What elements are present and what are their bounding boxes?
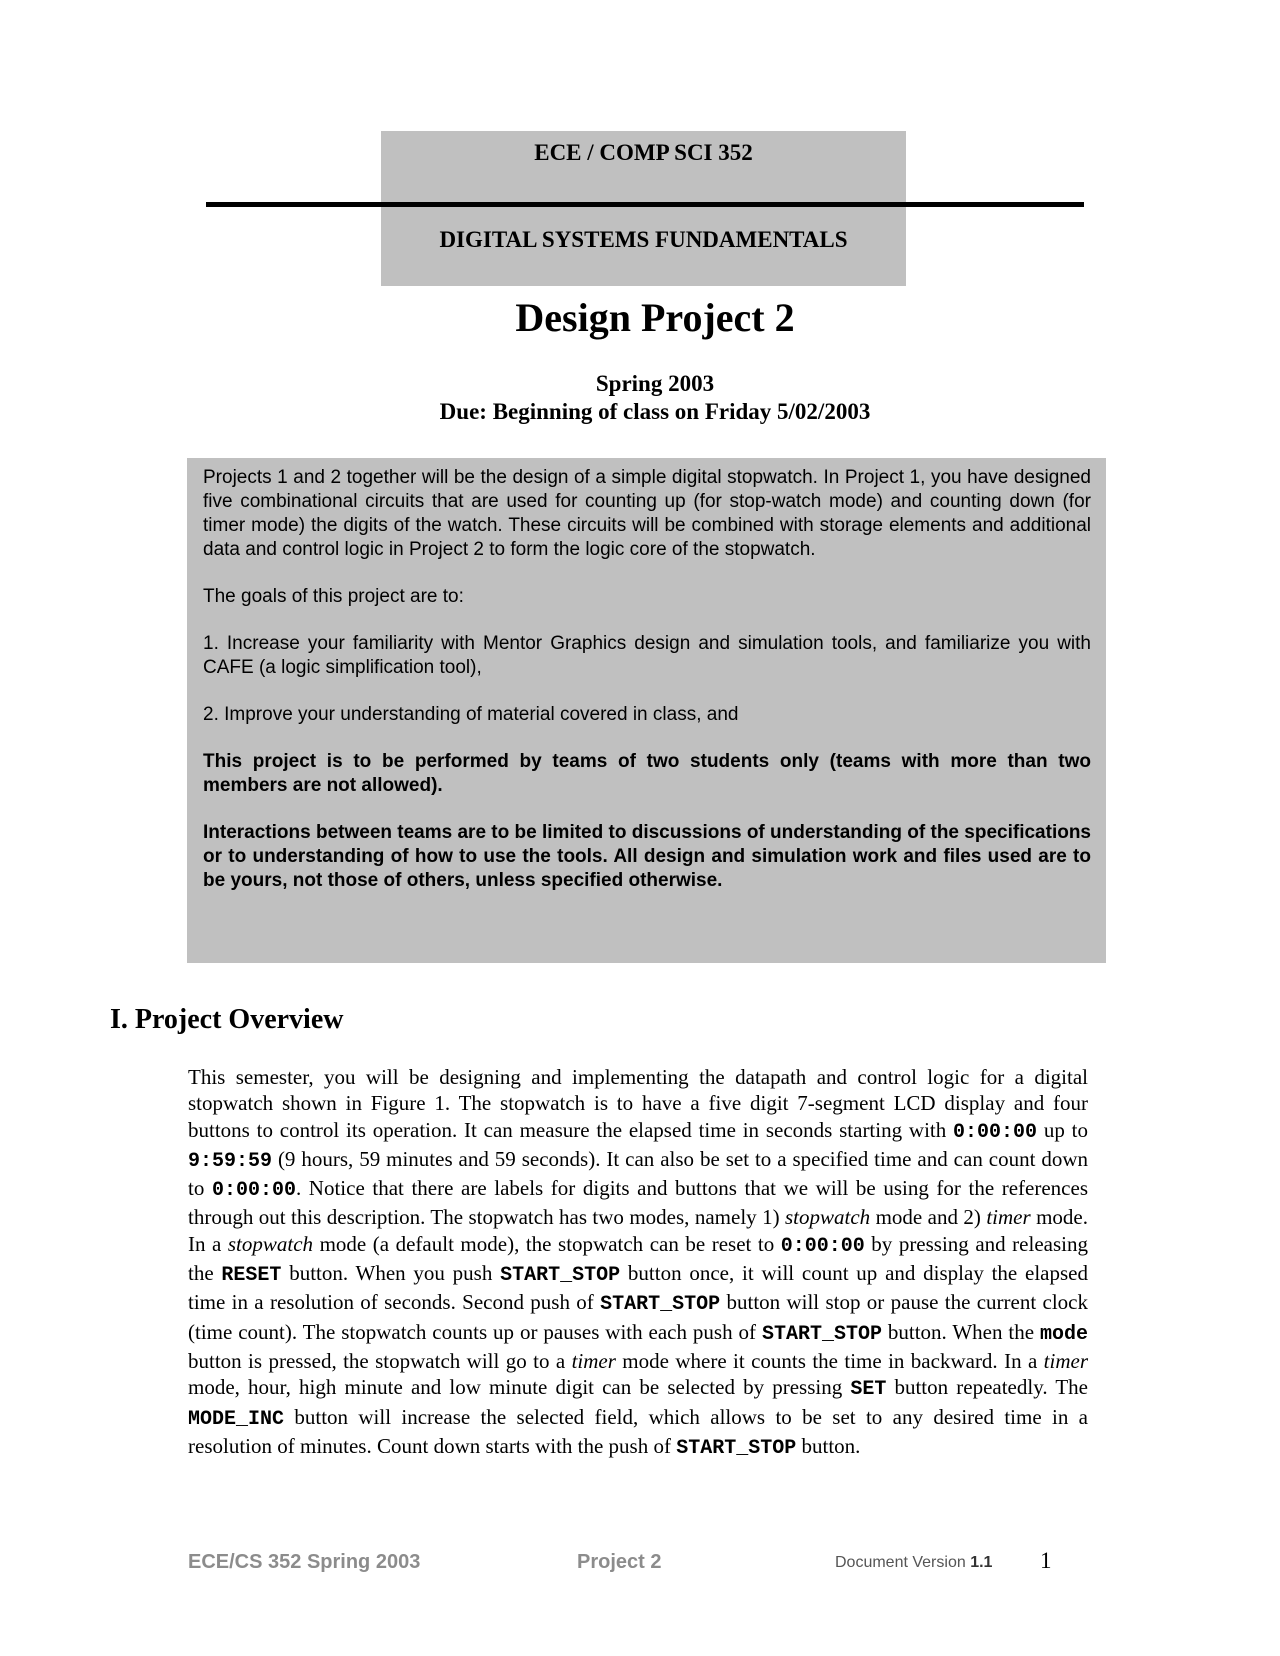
code-time: 0:00:00	[780, 1234, 865, 1258]
mode-term: timer	[1043, 1348, 1088, 1373]
code-button: START_STOP	[500, 1264, 621, 1288]
intro-paragraph: Projects 1 and 2 together will be the design of a simple digital stopwatch. In Project 1, you have designed five combinational circuits that are used for counting up (for stop-watch mode) and counting down (for timer mode) the digits of the watch. These circuits will be combined with storage elements and additional data and control logic in Project 2 to form the logic core of the stopwatch.	[203, 467, 1091, 560]
doc-version-label: Document Version	[835, 1554, 971, 1571]
text-run: button will stop or pause the current clock (time count). The stopwatch counts up or pauses with each push of	[188, 1290, 1089, 1344]
code-time: 0:00:00	[211, 1179, 296, 1203]
text-run: . Notice that there are labels for digits and buttons that we will be using for the references through out this description. The stopwatch has two modes, namely 1)	[188, 1176, 1088, 1230]
semester: Spring 2003	[595, 371, 715, 396]
text-run: by pressing and releasing the	[188, 1231, 1088, 1286]
text-run: mode and 2)	[870, 1205, 987, 1230]
text-run: This semester, you will be designing and implementing the datapath and control logic for a digital stopwatch shown in Figure 1. The stopwatch is to have a five digit 7-segment LCD display and four buttons to control its operation. It can measure the elapsed time in seconds starting with	[188, 1065, 1088, 1142]
text-run: button once, it will count up and display the elapsed time in a resolution of seconds. Second push of	[188, 1261, 1088, 1315]
doc-version-number: 1.1	[970, 1554, 993, 1571]
code-button: START_STOP	[600, 1293, 721, 1317]
due-date: Due: Beginning of class on Friday 5/02/2003	[439, 399, 871, 424]
code-button: mode	[1039, 1322, 1088, 1346]
overview-paragraph	[188, 1064, 1088, 1462]
text-run: button will increase the selected field, which allows to be set to any desired time in a resolution of minutes. Count down starts with the push of	[188, 1404, 1088, 1458]
text-run: button.	[796, 1433, 861, 1458]
code-time: 9:59:59	[188, 1149, 273, 1173]
text-run: button. When you push	[281, 1261, 501, 1286]
teams-notice: This project is to be performed by teams of two students only (teams with more than two members are not allowed).	[203, 751, 1091, 796]
text-run: button. When the	[881, 1319, 1040, 1344]
text-run: mode. In a	[188, 1205, 1088, 1256]
goal-1: 1. Increase your familiarity with Mentor Graphics design and simulation tools, and familiarize you with CAFE (a logic simplification tool),	[203, 633, 1091, 678]
course-title: ECE / COMP SCI 352	[534, 140, 753, 165]
code-time: 0:00:00	[953, 1120, 1038, 1144]
text-run: button is pressed, the stopwatch will go to a	[188, 1348, 572, 1373]
header-divider	[206, 202, 1084, 207]
goals-lead: The goals of this project are to:	[203, 586, 464, 607]
text-run: mode where it counts the time in backward. In a	[615, 1348, 1044, 1373]
footer-course: ECE/CS 352 Spring 2003	[188, 1551, 421, 1573]
code-button: START_STOP	[676, 1436, 797, 1460]
mode-term: timer	[571, 1348, 616, 1373]
goal-2: 2. Improve your understanding of material covered in class, and	[203, 704, 739, 725]
text-run: (9 hours, 59 minutes and 59 seconds). It can also be set to a specified time and can count down to	[188, 1146, 1088, 1201]
code-button: RESET	[221, 1264, 282, 1288]
text-run: mode, hour, high minute and low minute digit can be selected by pressing	[188, 1375, 851, 1400]
mode-term: stopwatch	[785, 1205, 871, 1230]
code-button: START_STOP	[761, 1322, 882, 1346]
interactions-notice: Interactions between teams are to be limited to discussions of understanding of the specifications or to understanding of how to use the tools. All design and simulation work and files used are to be yours, not those of others, unless specified otherwise.	[203, 822, 1091, 891]
text-run: mode (a default mode), the stopwatch can be reset to	[313, 1231, 781, 1256]
footer-doc-version	[835, 1553, 992, 1573]
mode-term: stopwatch	[227, 1231, 314, 1256]
footer-project: Project 2	[577, 1551, 662, 1573]
code-button: SET	[850, 1378, 887, 1402]
page-number: 1	[1040, 1548, 1052, 1573]
text-run: up to	[1037, 1117, 1088, 1142]
mode-term: timer	[986, 1205, 1031, 1230]
course-subtitle: DIGITAL SYSTEMS FUNDAMENTALS	[439, 227, 848, 252]
info-box	[187, 458, 1106, 963]
code-button: MODE_INC	[188, 1407, 285, 1431]
text-run: button repeatedly. The	[886, 1375, 1088, 1400]
page-title: Design Project 2	[515, 295, 795, 340]
section-heading: I. Project Overview	[110, 1004, 344, 1035]
